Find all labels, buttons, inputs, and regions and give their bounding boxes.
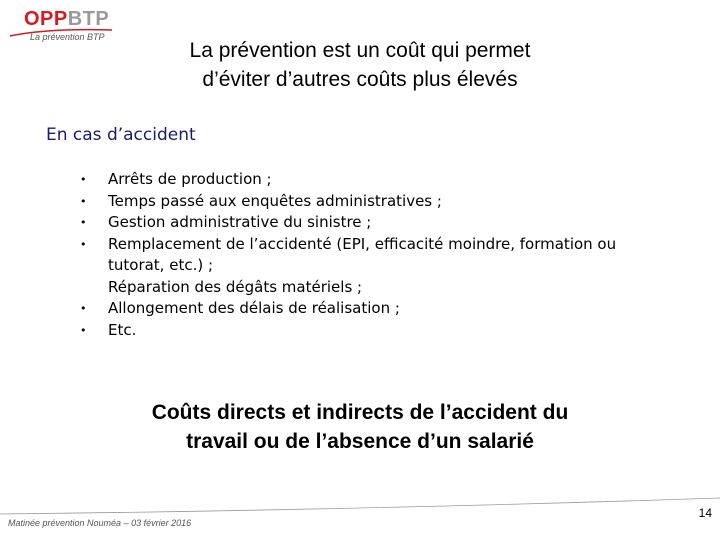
list-item: [80, 212, 640, 234]
logo-tagline: La prévention BTP: [30, 32, 105, 42]
conclusion-line-1: Coûts directs et indirects de l’accident du: [151, 401, 569, 424]
cost-list: [80, 169, 640, 341]
conclusion-line-2: travail ou de l’absence d’un salarié: [186, 430, 534, 453]
list-item-text: Etc.: [108, 320, 137, 339]
slide-title-line-1: La prévention est un coût qui permet: [189, 39, 531, 62]
logo-wordmark-red: OPP: [24, 8, 68, 30]
list-item: [80, 234, 640, 277]
list-item-text: Gestion administrative du sinistre ;: [108, 213, 372, 231]
opp-btp-logo: [8, 4, 114, 44]
bullet-icon: •: [80, 302, 87, 315]
bullet-icon: •: [80, 237, 87, 251]
list-item-text: Allongement des délais de réalisation ;: [108, 299, 400, 317]
list-item-text: Réparation des dégâts matériels ;: [108, 277, 363, 296]
list-item: [80, 298, 640, 320]
logo-wordmark-grey: BTP: [67, 8, 110, 30]
list-item: [80, 277, 640, 299]
list-item-text: Temps passé aux enquêtes administratives ;: [108, 191, 442, 210]
list-item: [80, 169, 640, 191]
bullet-icon: •: [80, 216, 87, 229]
slide-title-line-2: d’éviter d’autres coûts plus élevés: [202, 68, 518, 91]
conclusion-statement: [60, 398, 660, 456]
footer-swoosh-line: [0, 496, 720, 516]
list-item-text: Arrêts de production ;: [108, 170, 272, 188]
slide-title: [120, 36, 600, 94]
footer-caption: Matinée prévention Nouméa – 03 février 2016: [8, 518, 192, 528]
list-item: [80, 191, 640, 213]
section-heading: En cas d’accident: [46, 125, 196, 145]
bullet-icon: •: [80, 173, 87, 186]
bullet-icon: •: [80, 194, 87, 208]
list-item-text: Remplacement de l’accidenté (EPI, efficacité moindre, formation ou tutorat, etc.) ;: [108, 234, 617, 274]
page-number: 14: [698, 506, 712, 520]
bullet-icon: •: [80, 323, 87, 337]
list-item: [80, 320, 640, 342]
